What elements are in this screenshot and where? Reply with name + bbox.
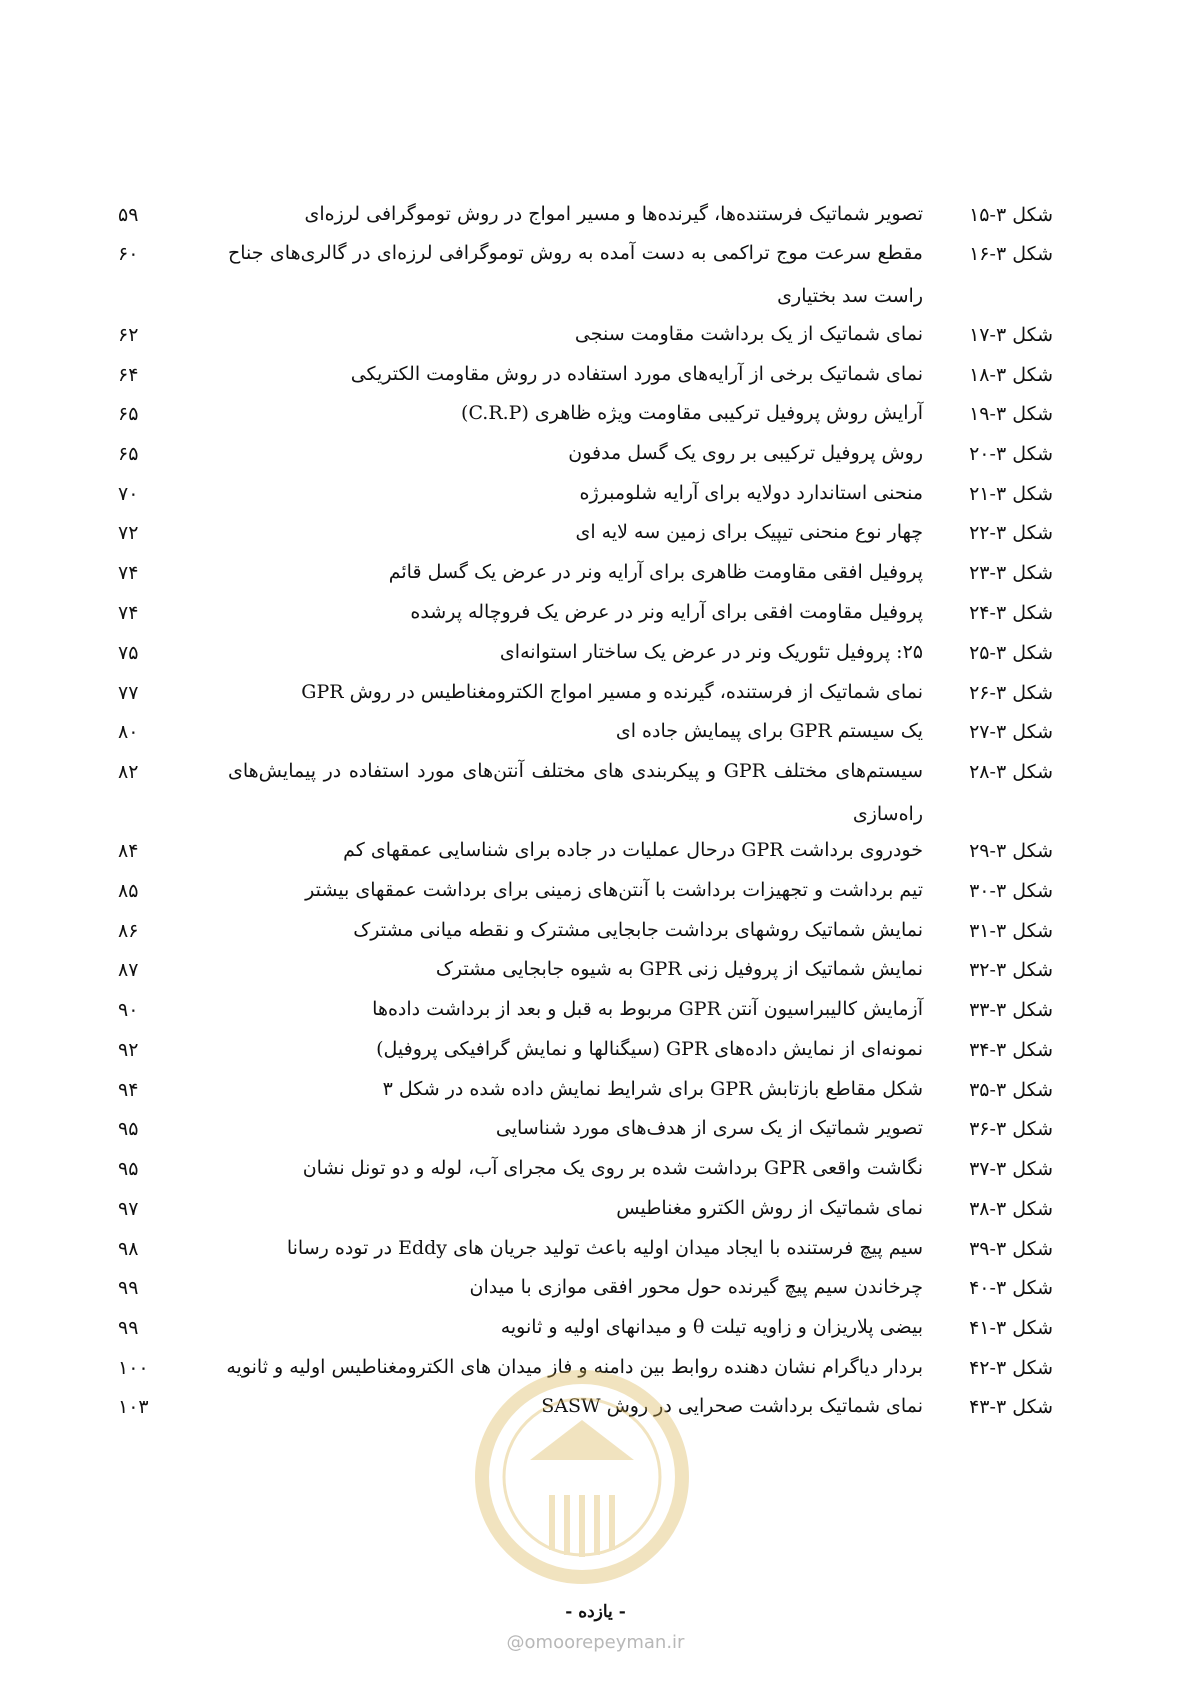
figure-number: شکل ۳-۳۰ (969, 880, 1053, 902)
figure-title: نمایش شماتیک از پروفیل زنی GPR به شیوه جابجایی مشترک (435, 958, 923, 980)
figure-title: ۲۵: پروفیل تئوریک ونر در عرض یک ساختار استوانه‌ای (499, 641, 923, 663)
figure-number: شکل ۳-۱۶ (969, 243, 1053, 265)
figure-title: سیستم‌های مختلف GPR و پیکربندی های مختلف آنتن‌های مورد استفاده در پیمایش‌های راه‌سازی (228, 760, 923, 825)
figure-number: شکل ۳-۲۷ (969, 721, 1053, 743)
figure-title: چهار نوع منحنی تیپیک برای زمین سه لایه ای (575, 521, 923, 543)
figure-title: نمایش شماتیک روشهای برداشت جابجایی مشترک و نقطه میانی مشترک (353, 919, 923, 941)
figure-number: شکل ۳-۱۷ (969, 324, 1053, 346)
figure-number: شکل ۳-۳۲ (969, 959, 1053, 981)
figure-number: شکل ۳-۳۷ (969, 1158, 1053, 1180)
page-number: ۶۲ (118, 324, 139, 346)
figure-number: شکل ۳-۱۹ (969, 403, 1053, 425)
page-number: ۶۰ (118, 243, 139, 265)
figure-number: شکل ۳-۳۵ (969, 1079, 1053, 1101)
page-number: ۸۰ (118, 721, 139, 743)
watermark-seal-logo (460, 1365, 705, 1590)
page-number: ۸۴ (118, 840, 139, 862)
figure-number: شکل ۳-۳۴ (969, 1039, 1053, 1061)
page-number: ۹۲ (118, 1039, 139, 1061)
figure-number: شکل ۳-۳۱ (969, 920, 1053, 942)
figure-number: شکل ۳-۲۰ (969, 443, 1053, 465)
figure-title: نمای شماتیک از روش الکترو مغناطیس (616, 1197, 923, 1219)
page-number: ۹۸ (118, 1238, 139, 1260)
page-number: ۱۰۰ (118, 1357, 149, 1379)
figure-title: آزمایش کالیبراسیون آنتن GPR مربوط به قبل و بعد از برداشت داده‌ها (372, 998, 923, 1020)
page-number: ۷۷ (118, 682, 139, 704)
figure-number: شکل ۳-۳۹ (969, 1238, 1053, 1260)
figure-number: شکل ۳-۲۵ (969, 642, 1053, 664)
page-number: ۶۵ (118, 443, 139, 465)
figure-title: خودروی برداشت GPR درحال عملیات در جاده برای شناسایی عمقهای کم (343, 839, 923, 861)
figure-title: چرخاندن سیم پیچ گیرنده حول محور افقی موازی با میدان (469, 1276, 923, 1298)
page-number: ۷۰ (118, 483, 139, 505)
figure-number: شکل ۳-۳۶ (969, 1118, 1053, 1140)
figure-number: شکل ۳-۱۸ (969, 364, 1053, 386)
figure-number: شکل ۳-۴۱ (969, 1317, 1053, 1339)
figure-title: پروفیل افقی مقاومت ظاهری برای آرایه ونر در عرض یک گسل قائم (388, 561, 923, 583)
figure-title: تصویر شماتیک از یک سری از هدف‌های مورد شناسایی (495, 1117, 923, 1139)
page-number: ۷۴ (118, 602, 139, 624)
figure-number: شکل ۳-۲۱ (969, 483, 1053, 505)
figure-title: روش پروفیل ترکیبی بر روی یک گسل مدفون (568, 442, 923, 464)
figure-number: شکل ۳-۳۳ (969, 999, 1053, 1021)
figure-number: شکل ۳-۲۲ (969, 522, 1053, 544)
page-number: ۸۶ (118, 920, 139, 942)
page-number: ۹۰ (118, 999, 139, 1021)
figure-number: شکل ۳-۲۳ (969, 562, 1053, 584)
page-number: ۷۴ (118, 562, 139, 584)
figure-title: یک سیستم GPR برای پیمایش جاده ای (615, 720, 923, 742)
figure-number: شکل ۳-۲۹ (969, 840, 1053, 862)
figure-title: تیم برداشت و تجهیزات برداشت با آنتن‌های زمینی برای برداشت عمقهای بیشتر (305, 879, 923, 901)
figure-title: شکل مقاطع بازتابش GPR برای شرایط نمایش داده شده در شکل ۳ (382, 1078, 923, 1100)
page-number: ۹۵ (118, 1158, 139, 1180)
figure-number: شکل ۳-۴۲ (969, 1357, 1053, 1379)
figure-title: نمای شماتیک برخی از آرایه‌های مورد استفاده در روش مقاومت الکتریکی (350, 363, 923, 385)
figure-title: نمای شماتیک برداشت صحرایی در روش SASW (541, 1395, 923, 1417)
figure-title: پروفیل مقاومت افقی برای آرایه ونر در عرض یک فروچاله پرشده (410, 601, 923, 623)
page-number: ۸۵ (118, 880, 139, 902)
page-number: ۹۹ (118, 1277, 139, 1299)
figure-title: نمای شماتیک از فرستنده، گیرنده و مسیر امواج الکترومغناطیس در روش GPR (301, 681, 923, 703)
figure-title: نمای شماتیک از یک برداشت مقاومت سنجی (574, 323, 923, 345)
page-number: ۷۵ (118, 642, 139, 664)
figure-number: شکل ۳-۴۰ (969, 1277, 1053, 1299)
page-number-footer: - یازده - (565, 1602, 626, 1622)
page-number: ۸۷ (118, 959, 139, 981)
figure-number: شکل ۳-۱۵ (969, 204, 1053, 226)
page-number: ۹۷ (118, 1198, 139, 1220)
figure-title: تصویر شماتیک فرستنده‌ها، گیرنده‌ها و مسیر امواج در روش توموگرافی لرزه‌ای (304, 203, 923, 225)
page-number: ۸۲ (118, 761, 139, 783)
figure-number: شکل ۳-۳۸ (969, 1198, 1053, 1220)
figure-title: نگاشت واقعی GPR برداشت شده بر روی یک مجرای آب، لوله و دو تونل نشان (302, 1157, 923, 1179)
page-number: ۷۲ (118, 522, 139, 544)
figure-title: مقطع سرعت موج تراکمی به دست آمده به روش توموگرافی لرزه‌ای در گالری‌های جناح راست سد بختیاری (228, 242, 923, 307)
figure-number: شکل ۳-۲۴ (969, 602, 1053, 624)
page-number: ۶۴ (118, 364, 139, 386)
page-number: ۵۹ (118, 204, 139, 226)
figure-number: شکل ۳-۴۳ (969, 1396, 1053, 1418)
page-number: ۱۰۳ (118, 1396, 149, 1418)
figure-number: شکل ۳-۲۶ (969, 682, 1053, 704)
figure-title: بیضی پلاریزان و زاویه تیلت θ و میدانهای اولیه و ثانویه (500, 1316, 923, 1338)
figure-title: منحنی استاندارد دولایه برای آرایه شلومبرژه (579, 482, 923, 504)
page-number: ۹۵ (118, 1118, 139, 1140)
page-number: ۹۹ (118, 1317, 139, 1339)
figure-number: شکل ۳-۲۸ (969, 761, 1053, 783)
page-number: ۹۴ (118, 1079, 139, 1101)
figure-title: بردار دیاگرام نشان دهنده روابط بین دامنه و فاز میدان های الکترومغناطیس اولیه و ثانویه (226, 1356, 923, 1378)
figure-title: نمونه‌ای از نمایش داده‌های GPR (سیگنالها و نمایش گرافیکی پروفیل) (376, 1038, 923, 1060)
watermark-url: @omoorepeyman.ir (506, 1632, 685, 1653)
figure-title: سیم پیچ فرستنده با ایجاد میدان اولیه باعث تولید جریان های Eddy در توده رسانا (286, 1237, 923, 1259)
figure-title: آرایش روش پروفیل ترکیبی مقاومت ویژه ظاهری (C.R.P) (461, 402, 923, 424)
page-number: ۶۵ (118, 403, 139, 425)
